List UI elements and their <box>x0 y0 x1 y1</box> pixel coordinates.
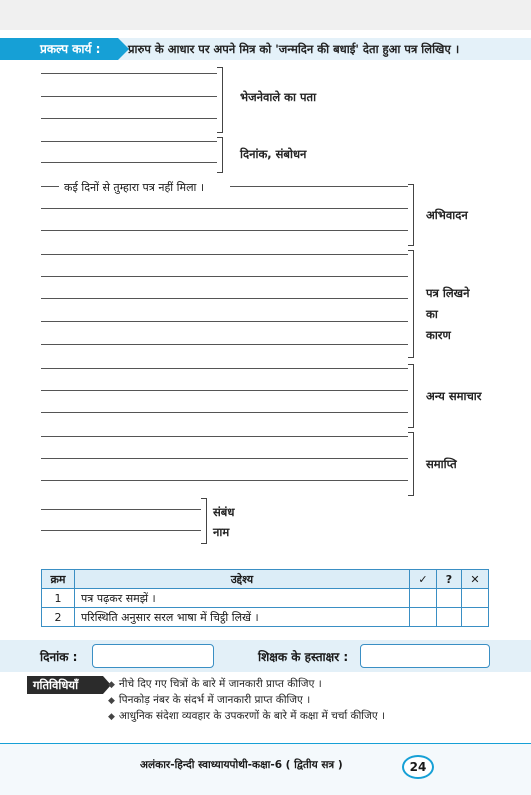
prompt-instruction: प्रारुप के आधार पर अपने मित्र को 'जन्मदिन की बधाई' देता हुआ पत्र लिखिए । <box>128 42 460 56</box>
page-number: 24 <box>402 755 434 779</box>
check-icon: ✓ <box>410 570 437 589</box>
cross-icon: ✕ <box>462 570 489 589</box>
question-icon: ? <box>437 570 462 589</box>
question-cell[interactable] <box>437 608 462 627</box>
write-line <box>41 321 408 322</box>
reason-label-line3: कारण <box>426 328 451 342</box>
activity-item: ◆ आधुनिक संदेशा व्यवहार के उपकरणों के बारे में कक्षा में चर्चा कीजिए । <box>108 710 385 722</box>
write-line <box>41 509 201 510</box>
bracket <box>408 364 414 428</box>
objectives-table <box>41 569 489 627</box>
write-line <box>41 436 408 437</box>
first-line-text: कई दिनों से तुम्हारा पत्र नहीं मिला । <box>64 181 205 194</box>
write-line <box>41 118 217 119</box>
write-line <box>41 276 408 277</box>
activity-item: ◆ नीचे दिए गए चित्रों के बारे में जानकारी प्राप्त कीजिए । <box>108 678 322 690</box>
col-header-objective: उद्देश्य <box>75 570 410 589</box>
date-label: दिनांक : <box>40 650 78 664</box>
row-serial: 1 <box>42 589 75 608</box>
write-line <box>41 254 408 255</box>
sender-address-label: भेजनेवाले का पता <box>240 90 317 104</box>
row-serial: 2 <box>42 608 75 627</box>
row-objective: पत्र पढ़कर समझें । <box>75 589 410 608</box>
write-line <box>41 230 408 231</box>
check-cell[interactable] <box>410 589 437 608</box>
cross-cell[interactable] <box>462 608 489 627</box>
reason-label-line1: पत्र लिखने <box>426 286 470 300</box>
teacher-signature-label: शिक्षक के हस्ताक्षर : <box>258 650 349 664</box>
greeting-label: अभिवादन <box>426 208 468 222</box>
table-row <box>42 589 489 608</box>
write-line <box>41 208 408 209</box>
activity-item: ◆ पिनकोड़ नंबर के संदर्भ में जानकारी प्राप्त कीजिए । <box>108 694 311 706</box>
write-line <box>230 186 408 187</box>
write-line <box>41 141 217 142</box>
project-work-tag: प्रकल्प कार्य : <box>0 38 118 60</box>
diamond-bullet-icon: ◆ <box>108 696 115 706</box>
teacher-signature-field[interactable] <box>360 644 490 668</box>
write-line <box>41 458 408 459</box>
diamond-bullet-icon: ◆ <box>108 712 115 722</box>
table-row <box>42 608 489 627</box>
col-header-serial: क्रम <box>42 570 75 589</box>
relation-label: संबंध <box>213 505 235 519</box>
bracket <box>408 432 414 496</box>
activities-tag: गतिविधियाँ <box>27 676 103 694</box>
write-line <box>41 96 217 97</box>
bracket <box>408 184 414 246</box>
write-line <box>41 480 408 481</box>
write-line <box>41 73 217 74</box>
other-news-label: अन्य समाचार <box>426 389 482 403</box>
write-line <box>41 186 59 187</box>
bracket <box>408 250 414 358</box>
bracket <box>217 67 223 133</box>
table-header-row <box>42 570 489 589</box>
cross-cell[interactable] <box>462 589 489 608</box>
write-line <box>41 530 201 531</box>
write-line <box>41 412 408 413</box>
bracket <box>217 137 223 173</box>
check-cell[interactable] <box>410 608 437 627</box>
name-label: नाम <box>213 525 230 539</box>
write-line <box>41 344 408 345</box>
write-line <box>41 390 408 391</box>
closing-label: समाप्ति <box>426 457 457 471</box>
reason-label-line2: का <box>426 307 438 321</box>
date-salutation-label: दिनांक, संबोधन <box>240 147 307 161</box>
top-band <box>0 0 531 30</box>
question-cell[interactable] <box>437 589 462 608</box>
row-objective: परिस्थिति अनुसार सरल भाषा में चिट्ठी लिखें । <box>75 608 410 627</box>
write-line <box>41 298 408 299</box>
bracket <box>201 498 207 544</box>
date-field[interactable] <box>92 644 214 668</box>
book-title: अलंकार-हिन्दी स्वाध्यायपोथी-कक्षा-6 ( द्वितीय सत्र ) <box>140 759 343 771</box>
write-line <box>41 368 408 369</box>
write-line <box>41 162 217 163</box>
diamond-bullet-icon: ◆ <box>108 680 115 690</box>
